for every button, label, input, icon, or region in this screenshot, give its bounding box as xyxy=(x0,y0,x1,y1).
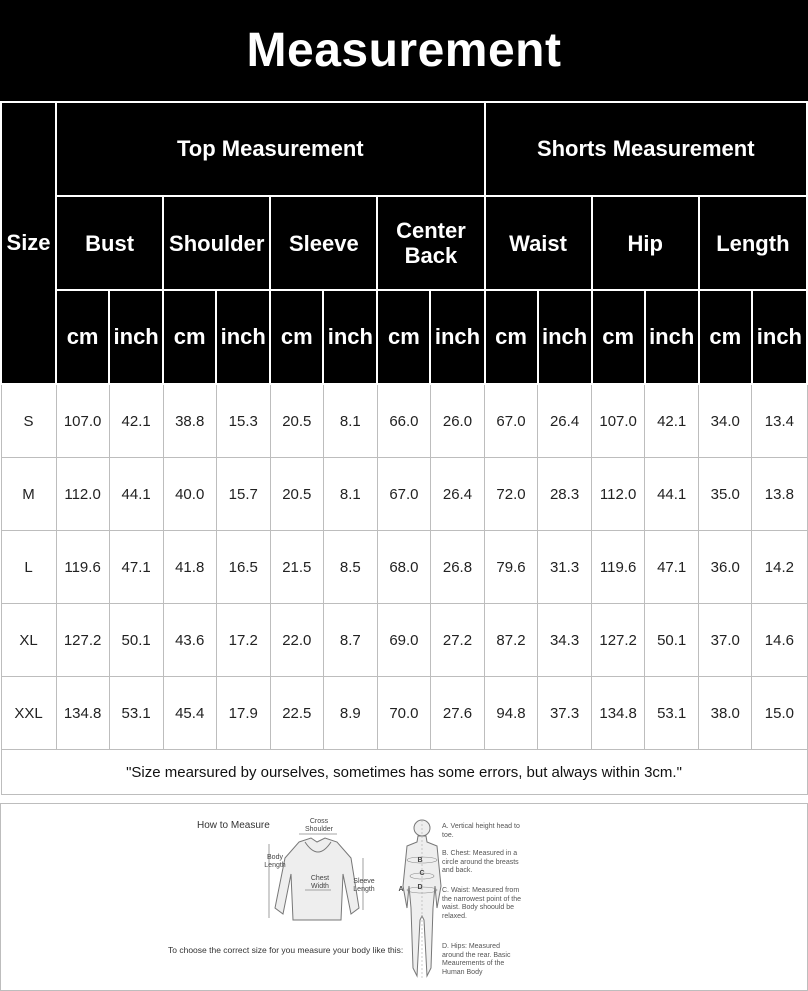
unit-header-cm: cm xyxy=(163,290,216,384)
value-cell: 40.0 xyxy=(163,458,216,531)
value-cell: 20.5 xyxy=(270,458,323,531)
value-cell: 22.5 xyxy=(270,677,323,750)
letter-a: A xyxy=(398,886,404,893)
value-cell: 41.8 xyxy=(163,531,216,604)
value-cell: 67.0 xyxy=(377,458,430,531)
value-cell: 17.2 xyxy=(216,604,270,677)
length-header: Length xyxy=(699,196,807,290)
value-cell: 22.0 xyxy=(270,604,323,677)
unit-header-inch: inch xyxy=(323,290,377,384)
value-cell: 26.4 xyxy=(430,458,484,531)
unit-header-inch: inch xyxy=(645,290,699,384)
table-row xyxy=(1,604,807,677)
unit-header-cm: cm xyxy=(699,290,752,384)
value-cell: 47.1 xyxy=(645,531,699,604)
value-cell: 112.0 xyxy=(592,458,645,531)
value-cell: 44.1 xyxy=(645,458,699,531)
unit-header-inch: inch xyxy=(752,290,807,384)
value-cell: 26.4 xyxy=(538,384,592,458)
size-cell: XXL xyxy=(1,677,56,750)
unit-header-inch: inch xyxy=(538,290,592,384)
body-figure xyxy=(397,816,447,982)
value-cell: 134.8 xyxy=(592,677,645,750)
table-row xyxy=(1,458,807,531)
chest-width-label: Chest Width xyxy=(310,875,330,890)
shorts-measurement-header: Shorts Measurement xyxy=(485,102,808,196)
value-cell: 15.7 xyxy=(216,458,270,531)
value-cell: 127.2 xyxy=(592,604,645,677)
table-row xyxy=(1,384,807,458)
measurement-note: "Size mearsured by ourselves, sometimes has some errors, but always within 3cm." xyxy=(1,750,807,795)
value-cell: 38.8 xyxy=(163,384,216,458)
unit-header-cm: cm xyxy=(377,290,430,384)
bust-header: Bust xyxy=(56,196,163,290)
value-cell: 47.1 xyxy=(109,531,163,604)
value-cell: 119.6 xyxy=(592,531,645,604)
value-cell: 34.3 xyxy=(538,604,592,677)
value-cell: 28.3 xyxy=(538,458,592,531)
value-cell: 8.7 xyxy=(323,604,377,677)
how-to-measure-panel xyxy=(0,803,808,991)
value-cell: 50.1 xyxy=(645,604,699,677)
value-cell: 31.3 xyxy=(538,531,592,604)
shoulder-header: Shoulder xyxy=(163,196,270,290)
desc-a: A. Vertical height head to toe. xyxy=(442,823,520,839)
value-cell: 107.0 xyxy=(592,384,645,458)
value-cell: 8.1 xyxy=(323,384,377,458)
hip-header: Hip xyxy=(592,196,699,290)
value-cell: 42.1 xyxy=(109,384,163,458)
value-cell: 79.6 xyxy=(485,531,538,604)
cross-shoulder-label: Cross Shoulder xyxy=(304,818,334,833)
value-cell: 37.0 xyxy=(699,604,752,677)
value-cell: 34.0 xyxy=(699,384,752,458)
sleeve-header: Sleeve xyxy=(270,196,377,290)
size-cell: M xyxy=(1,458,56,531)
value-cell: 72.0 xyxy=(485,458,538,531)
value-cell: 45.4 xyxy=(163,677,216,750)
size-header: Size xyxy=(1,102,56,384)
value-cell: 14.6 xyxy=(752,604,807,677)
desc-d: D. Hips: Measured around the rear. Basic Meaurements of the Human Body xyxy=(442,943,511,976)
how-to-measure-title: How to Measure xyxy=(197,820,270,831)
body-length-label: Body Length xyxy=(264,854,286,869)
value-cell: 8.1 xyxy=(323,458,377,531)
center-back-header: Center Back xyxy=(377,196,484,290)
value-cell: 67.0 xyxy=(485,384,538,458)
value-cell: 43.6 xyxy=(163,604,216,677)
size-cell: S xyxy=(1,384,56,458)
value-cell: 66.0 xyxy=(377,384,430,458)
value-cell: 20.5 xyxy=(270,384,323,458)
value-cell: 87.2 xyxy=(485,604,538,677)
unit-header-cm: cm xyxy=(56,290,109,384)
value-cell: 26.0 xyxy=(430,384,484,458)
size-cell: XL xyxy=(1,604,56,677)
value-cell: 69.0 xyxy=(377,604,430,677)
desc-b: B. Chest: Measured in a circle around the breasts and back. xyxy=(442,850,519,874)
value-cell: 27.2 xyxy=(430,604,484,677)
value-cell: 27.6 xyxy=(430,677,484,750)
value-cell: 42.1 xyxy=(645,384,699,458)
value-cell: 21.5 xyxy=(270,531,323,604)
table-row xyxy=(1,531,807,604)
value-cell: 53.1 xyxy=(645,677,699,750)
value-cell: 26.8 xyxy=(430,531,484,604)
size-cell: L xyxy=(1,531,56,604)
how-to-measure-instruction: To choose the correct size for you measure your body like this: xyxy=(168,945,404,955)
unit-header-inch: inch xyxy=(430,290,484,384)
letter-d: D xyxy=(417,884,423,891)
value-cell: 53.1 xyxy=(109,677,163,750)
value-cell: 38.0 xyxy=(699,677,752,750)
value-cell: 94.8 xyxy=(485,677,538,750)
value-cell: 14.2 xyxy=(752,531,807,604)
waist-header: Waist xyxy=(485,196,592,290)
value-cell: 35.0 xyxy=(699,458,752,531)
table-row xyxy=(1,677,807,750)
value-cell: 119.6 xyxy=(56,531,109,604)
unit-header-inch: inch xyxy=(216,290,270,384)
value-cell: 70.0 xyxy=(377,677,430,750)
value-cell: 36.0 xyxy=(699,531,752,604)
value-cell: 112.0 xyxy=(56,458,109,531)
value-cell: 127.2 xyxy=(56,604,109,677)
value-cell: 50.1 xyxy=(109,604,163,677)
value-cell: 15.3 xyxy=(216,384,270,458)
value-cell: 44.1 xyxy=(109,458,163,531)
desc-c: C. Waist: Measured from the narrowest point of the waist. Body shoould be relaxed. xyxy=(442,887,521,920)
sleeve-length-label: Sleeve Length xyxy=(353,878,375,893)
letter-c: C xyxy=(419,870,425,877)
value-cell: 16.5 xyxy=(216,531,270,604)
unit-header-cm: cm xyxy=(270,290,323,384)
value-cell: 8.5 xyxy=(323,531,377,604)
unit-header-inch: inch xyxy=(109,290,163,384)
unit-header-cm: cm xyxy=(485,290,538,384)
size-table xyxy=(0,101,808,795)
value-cell: 68.0 xyxy=(377,531,430,604)
value-cell: 13.8 xyxy=(752,458,807,531)
unit-header-cm: cm xyxy=(592,290,645,384)
value-cell: 15.0 xyxy=(752,677,807,750)
page-title: Measurement xyxy=(0,0,808,101)
value-cell: 37.3 xyxy=(538,677,592,750)
value-cell: 17.9 xyxy=(216,677,270,750)
value-cell: 13.4 xyxy=(752,384,807,458)
top-measurement-header: Top Measurement xyxy=(56,102,484,196)
value-cell: 107.0 xyxy=(56,384,109,458)
value-cell: 8.9 xyxy=(323,677,377,750)
letter-b: B xyxy=(417,857,423,864)
value-cell: 134.8 xyxy=(56,677,109,750)
